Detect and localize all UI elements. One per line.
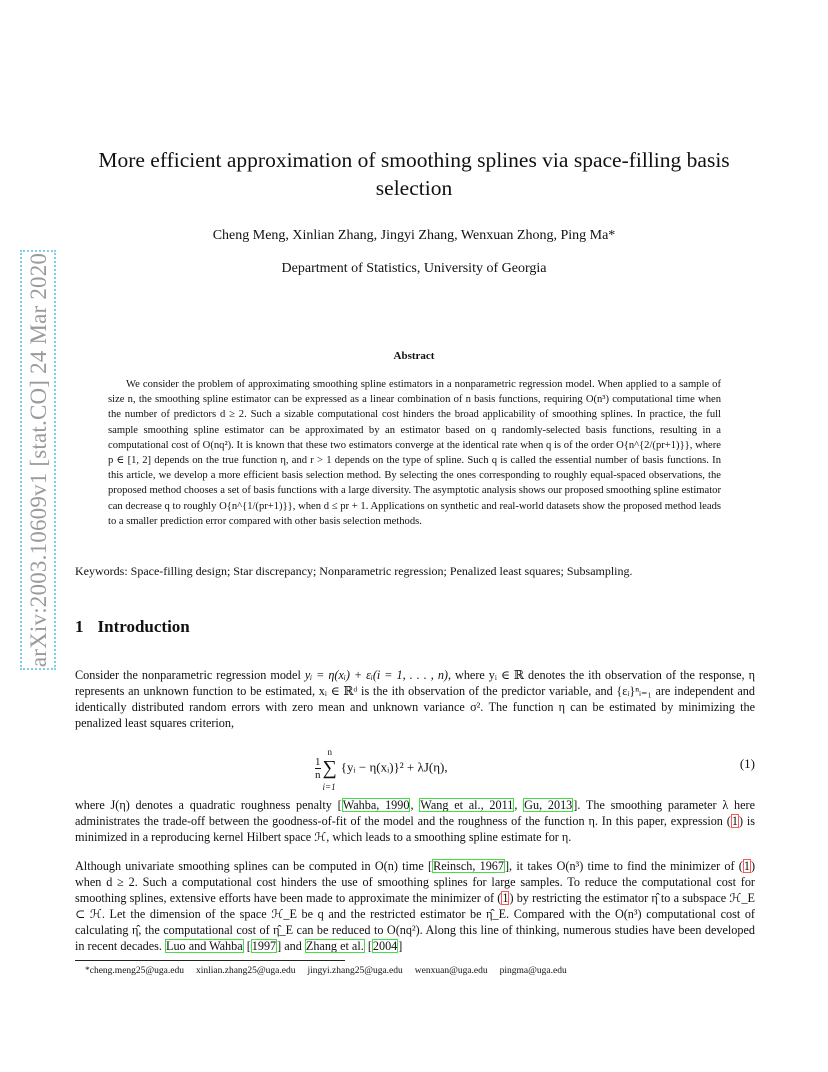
citation-link[interactable]: Zhang et al. xyxy=(305,939,364,954)
text-run: ) when d ≥ 2. Such a computational cost hinders the use of smoothing splines for large samples. To reduce the computational cost for smoothing splines, extensive efforts have been made to approximate the minimizer of ( xyxy=(75,859,755,906)
equation-body xyxy=(315,747,448,792)
text-run: Although univariate smoothing splines can be computed in O(n) time [ xyxy=(75,859,433,873)
model-formula: yᵢ = η(xᵢ) + εᵢ(i = 1, . . . , n) xyxy=(304,668,448,682)
text-run: [ xyxy=(364,939,372,954)
citation-link[interactable]: Wahba, 1990 xyxy=(342,798,410,812)
fraction-numerator: 1 xyxy=(315,756,321,768)
email-link[interactable]: xinlian.zhang25@uga.edu xyxy=(195,966,296,976)
paper-title: More efficient approximation of smoothing splines via space-filling basis selection xyxy=(98,148,730,200)
paragraph-intro-2 xyxy=(75,797,755,845)
text-run: [ xyxy=(243,939,251,954)
citation-link[interactable]: Wang et al., 2011 xyxy=(420,798,514,812)
text-run: ) is minimized in a reproducing kernel Hilbert space ℋ, which leads to a smoothing spline estimate for η. xyxy=(75,814,756,845)
footnote-emails xyxy=(85,966,765,976)
equation-ref-link[interactable]: 1 xyxy=(731,814,738,829)
text-run: , xyxy=(514,798,524,812)
text-run: ]. The smoothing parameter λ here administrates the trade-off between the goodness-of-fit of the model and the roughness of the function η. In this paper, expression ( xyxy=(75,798,756,829)
text-run: ] xyxy=(398,939,403,954)
section-title: Introduction xyxy=(97,617,190,636)
email-link[interactable]: wenxuan@uga.edu xyxy=(414,966,488,976)
equation-ref-link[interactable]: 1 xyxy=(743,859,750,873)
footnote-rule xyxy=(75,960,345,961)
text-run: ) by restricting the estimator η̂ to a subspace ℋ_E ⊂ ℋ. Let the dimension of the space ℋ_E be q and the restricted estimator be η̂_E. Compared with the O(n³) computational cost of calculating η̂, the computational cost of η̂_E can be reduced to O(nq²). Along this line of thinking, numerous studies have been developed in recent decades. xyxy=(75,891,755,954)
author-list: Cheng Meng, Xinlian Zhang, Jingyi Zhang, Wenxuan Zhong, Ping Ma* xyxy=(212,228,616,243)
citation-link[interactable]: 2004 xyxy=(372,939,398,954)
citation-link[interactable]: Luo and Wahba xyxy=(166,939,243,954)
equation-ref-link[interactable]: 1 xyxy=(502,891,509,906)
fraction-denominator: n xyxy=(315,769,321,781)
email-link[interactable]: *cheng.meng25@uga.edu xyxy=(85,966,184,976)
sum-upper-limit: n xyxy=(327,747,332,757)
email-link[interactable]: pingma@uga.edu xyxy=(499,966,567,976)
keywords: Keywords: Space-filling design; Star discrepancy; Nonparametric regression; Penalized least squares; Subsampling. xyxy=(75,564,633,578)
section-heading xyxy=(75,617,190,637)
sum-symbol: ∑ n i=1 xyxy=(322,747,337,792)
equation-fraction xyxy=(315,756,321,781)
text-run: ] and xyxy=(277,939,305,954)
citation-link[interactable]: Gu, 2013 xyxy=(524,798,573,812)
text-run: , where yᵢ ∈ ℝ denotes the ith observation of the response, η represents an unknown function to be estimated, xᵢ ∈ ℝᵈ is the ith observation of the predictor variable, and {εᵢ}ⁿᵢ₌₁ are independent and identically distributed random errors with zero mean and unknown variance σ². The function η can be estimated by minimizing the penalized least squares criterion, xyxy=(75,668,755,731)
citation-link[interactable]: 1997 xyxy=(251,939,277,954)
email-link[interactable]: jingyi.zhang25@uga.edu xyxy=(307,966,403,976)
text-run: , xyxy=(410,798,420,812)
sum-lower-limit: i=1 xyxy=(322,782,336,792)
text-run: Consider the nonparametric regression model xyxy=(75,668,305,682)
citation-link[interactable]: Reinsch, 1967 xyxy=(433,859,504,873)
equation-expression: {yᵢ − η(xᵢ)}² + λJ(η), xyxy=(340,759,448,775)
paragraph-intro-1 xyxy=(75,667,755,731)
affiliation: Department of Statistics, University of Georgia xyxy=(281,261,547,276)
equation-number: (1) xyxy=(739,756,755,771)
paragraph-intro-3 xyxy=(75,858,755,955)
text-run: where J(η) denotes a quadratic roughness penalty [ xyxy=(75,798,342,812)
arxiv-stamp[interactable]: arXiv:2003.10609v1 [stat.CO] 24 Mar 2020 xyxy=(20,250,56,670)
abstract-heading: Abstract xyxy=(393,350,435,362)
section-number: 1 xyxy=(75,617,84,636)
equation-1 xyxy=(75,746,755,792)
abstract-text: We consider the problem of approximating smoothing spline estimators in a nonparametric regression model. When applied to a sample of size n, the smoothing spline estimator can be expressed as a linear combination of n basis functions, requiring O(n³) computational time when the number of predictors d ≥ 2. Such a sizable computational cost hinders the broad applicability of smoothing splines. In practice, the full sample smoothing spline estimator can be approximated by an estimator based on q randomly-selected basis functions, resulting in a computational cost of O(nq²). It is known that these two estimators converge at the identical rate when q is of the order O{n^{2/(pr+1)}}, where p ∈ [1, 2] depends on the true function η, and r > 1 depends on the type of spline. Such q is called the essential number of basis functions. In this article, we develop a more efficient basis selection method. By selecting the ones corresponding to roughly equal-spaced observations, the proposed method chooses a set of basis functions with a large diversity. The asymptotic analysis shows our proposed smoothing spline estimator can decrease q to roughly O{n^{1/(pr+1)}}, when d ≤ pr + 1. Applications on synthetic and real-world datasets show the proposed method leads to a smaller prediction error compared with other basis selection methods. xyxy=(108,379,721,527)
text-run: ], it takes O(n³) time to find the minimizer of ( xyxy=(505,859,743,873)
